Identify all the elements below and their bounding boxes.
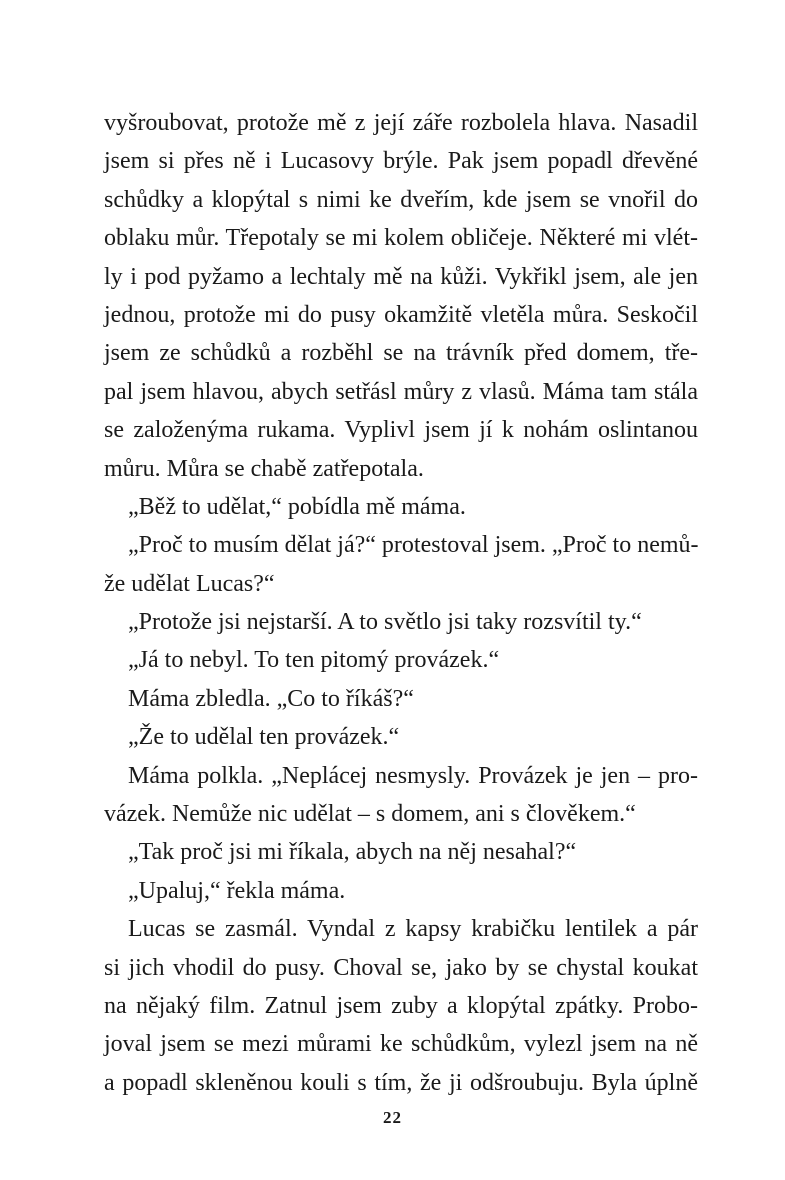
text-line: se založenýma rukama. Vyplivl jsem jí k nohám oslintanou [104, 417, 698, 444]
text-line: Máma zbledla. „Co to říkáš?“ [128, 685, 414, 712]
page-number: 22 [383, 1108, 402, 1127]
text-line: že udělat Lucas?“ [104, 570, 275, 597]
text-line: Lucas se zasmál. Vyndal z kapsy krabičku lentilek a pár [128, 916, 698, 943]
text-line: jsem ze schůdků a rozběhl se na trávník před domem, tře- [104, 340, 698, 367]
text-line: vyšroubovat, protože mě z její záře rozbolela hlava. Nasadil [104, 110, 698, 136]
text-line: „Já to nebyl. To ten pitomý provázek.“ [128, 647, 500, 674]
text-line: joval jsem se mezi můrami ke schůdkům, vylezl jsem na ně [104, 1031, 698, 1058]
text-line: jednou, protože mi do pusy okamžitě vletěla můra. Seskočil [104, 301, 698, 328]
text-line: Máma polkla. „Neplácej nesmysly. Provázek je jen – pro- [128, 762, 698, 789]
text-line: oblaku můr. Třepotaly se mi kolem obličeje. Některé mi vlét- [104, 225, 698, 252]
text-line: „Proč to musím dělat já?“ protestoval jsem. „Proč to nemů- [128, 532, 699, 559]
text-line: jsem si přes ně i Lucasovy brýle. Pak jsem popadl dřevěné [104, 148, 698, 175]
text-line: schůdky a klopýtal s nimi ke dveřím, kde jsem se vnořil do [104, 186, 698, 213]
text-line: a popadl skleněnou kouli s tím, že ji odšroubuju. Byla úplně [104, 1069, 698, 1096]
text-line: „Upaluj,“ řekla máma. [128, 877, 346, 904]
book-page-text [104, 104, 698, 1102]
text-line: pal jsem hlavou, abych setřásl můry z vlasů. Máma tam stála [104, 378, 698, 405]
text-line: „Běž to udělat,“ pobídla mě máma. [128, 493, 466, 520]
text-line: „Protože jsi nejstarší. A to světlo jsi taky rozsvítil ty.“ [128, 609, 642, 636]
text-line: můru. Můra se chabě zatřepotala. [104, 455, 424, 482]
text-line: „Tak proč jsi mi říkala, abych na něj nesahal?“ [128, 839, 577, 866]
text-line: ly i pod pyžamo a lechtaly mě na kůži. Vykřikl jsem, ale jen [104, 263, 698, 290]
text-line: na nějaký film. Zatnul jsem zuby a klopýtal zpátky. Probo- [104, 992, 698, 1019]
text-line: vázek. Nemůže nic udělat – s domem, ani s člověkem.“ [104, 801, 636, 828]
text-line: si jich vhodil do pusy. Choval se, jako by se chystal koukat [104, 954, 698, 981]
text-line: „Že to udělal ten provázek.“ [128, 724, 400, 751]
